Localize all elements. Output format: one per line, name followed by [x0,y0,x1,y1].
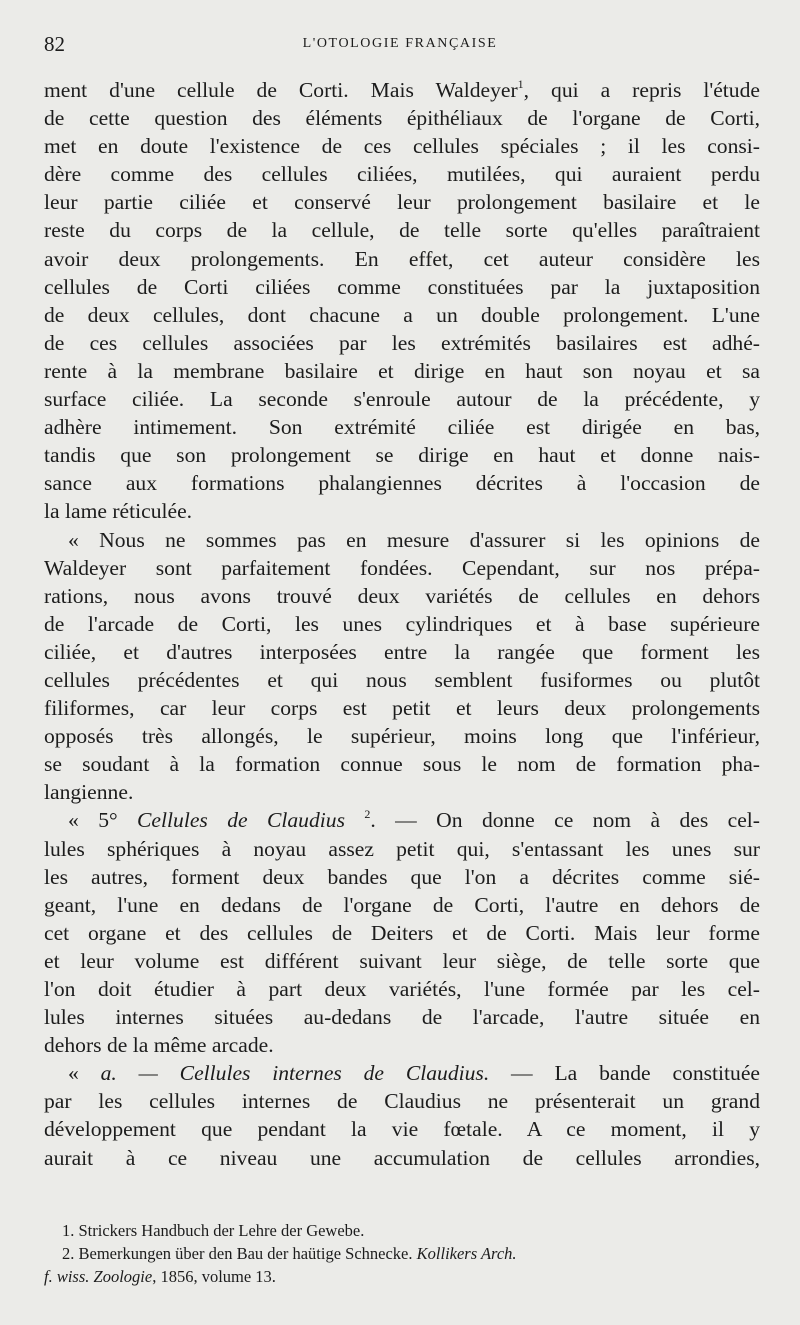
paragraph-line: surface ciliée. La seconde s'enroule autour de la précédente, y [44,387,760,412]
footnote-1: 1. Strickers Handbuch der Lehre der Gewebe. [62,1221,365,1240]
paragraph-line: opposés très allongés, le supérieur, moins long que l'inférieur, [44,724,760,749]
paragraph-line: rente à la membrane basilaire et dirige en haut son noyau et sa [44,358,760,383]
paragraph-line: adhère intimement. Son extrémité ciliée est dirigée en bas, [44,415,760,440]
paragraph-line: ment d'une cellule de Corti. Mais Waldeyer$^1$, qui a repris l'étude [44,77,760,102]
paragraph-line: les autres, forment deux bandes que l'on a décrites comme sié- [44,864,760,889]
paragraph-line: tandis que son prolongement se dirige en haut et donne nais- [44,443,760,468]
section-heading: a. — Cellules internes de Claudius. [100,1061,490,1086]
paragraph-line: geant, l'une en dedans de l'organe de Corti, l'autre en dehors de [44,892,760,917]
body-text [44,76,760,1172]
paragraph-line: de cette question des éléments épithéliaux de l'organe de Corti, [44,106,760,131]
paragraph-line: dehors de la même arcade. [44,1033,274,1058]
paragraph-line: de ces cellules associées par les extrémités basilaires est adhé- [44,330,760,355]
section-heading: Cellules de Claudius [137,808,345,833]
page-number: 82 [44,32,65,56]
paragraph-line: filiformes, car leur corps est petit et leurs deux prolongements [44,696,760,721]
paragraph-line: cet organe et des cellules de Deiters et de Corti. Mais leur forme [44,920,760,945]
paragraph-line: la lame réticulée. [44,499,193,524]
paragraph-line: par les cellules internes de Claudius ne présenterait un grand [44,1089,760,1114]
section-heading-line: « a. — Cellules internes de Claudius. — La bande constituée [68,1061,760,1086]
running-head [44,32,756,58]
footnotes [44,1219,760,1288]
paragraph-line: et leur volume est différent suivant leur siège, de telle sorte que [44,948,760,973]
footnote-2: 2. Bemerkungen über den Bau der haütige Schnecke. Kollikers Arch. f. wiss. Zoologie, 1856, volume 13. [44,1244,517,1286]
paragraph-line: rations, nous avons trouvé deux variétés de cellules en dehors [44,583,760,608]
paragraph-line: leur partie ciliée et conservé leur prolongement basilaire et le [44,190,760,215]
running-title: L'OTOLOGIE FRANÇAISE [302,36,498,51]
paragraph-line: sance aux formations phalangiennes décrites à l'occasion de [44,471,760,496]
paragraph-line: de deux cellules, dont chacune a un double prolongement. L'une [44,302,760,327]
paragraph-line: reste du corps de la cellule, de telle sorte qu'elles paraîtraient [44,218,760,243]
paragraph-line: ciliée, et d'autres interposées entre la rangée que forment les [44,639,760,664]
paragraph-line: l'on doit étudier à part deux variétés, l'une formée par les cel- [44,977,760,1001]
paragraph-line: développement que pendant la vie fœtale. A ce moment, il y [44,1117,760,1142]
paragraph-line: dère comme des cellules ciliées, mutilées, qui auraient perdu [44,162,760,187]
paragraph-line: « Nous ne sommes pas en mesure d'assurer si les opinions de [68,527,760,552]
paragraph-line: se soudant à la formation connue sous le nom de formation pha- [44,752,760,777]
paragraph-line: lules sphériques à noyau assez petit qui, s'entassant les unes sur [44,836,760,861]
paragraph-line: avoir deux prolongements. En effet, cet auteur considère les [44,246,760,271]
footnote-ref: 2 [364,807,371,822]
paragraph-line: de l'arcade de Corti, les unes cylindriques et à base supérieure [44,611,760,636]
paragraph-line: cellules de Corti ciliées comme constituées par la juxtaposition [44,274,760,299]
paragraph-line: langienne. [44,780,134,805]
paragraph-line: cellules précédentes et qui nous semblent fusiformes ou plutôt [44,667,760,692]
paragraph-line: met en doute l'existence de ces cellules spéciales ; il les consi- [44,134,760,159]
footnote-ref: 1 [517,77,524,91]
paragraph-line: aurait à ce niveau une accumulation de cellules arrondies, [44,1145,760,1170]
section-heading-line: « 5° Cellules de Claudius $^2$. — On donne ce nom à des cel- [68,807,760,833]
paragraph-line: lules internes situées au-dedans de l'arcade, l'autre située en [44,1005,760,1030]
paragraph-line: Waldeyer sont parfaitement fondées. Cependant, sur nos prépa- [44,555,760,580]
